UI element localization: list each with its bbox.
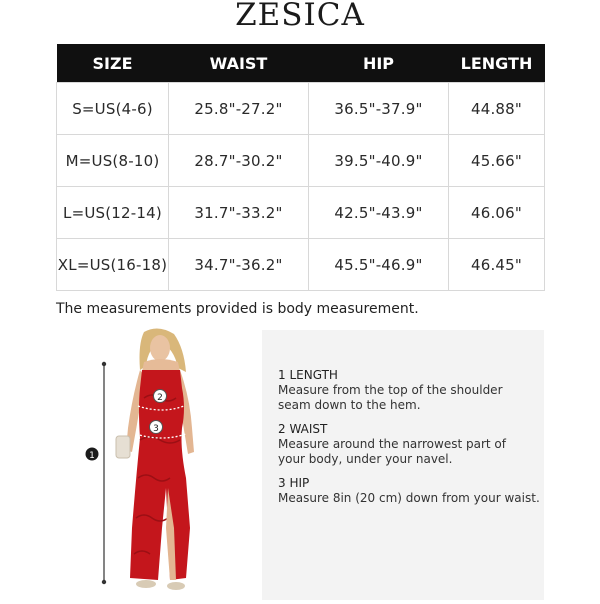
header-size: SIZE xyxy=(57,44,169,83)
cell-waist: 31.7"-33.2" xyxy=(169,187,309,239)
face-shape xyxy=(150,335,170,361)
cell-length: 46.06" xyxy=(449,187,545,239)
table-row xyxy=(57,239,545,291)
table-header-row xyxy=(57,44,545,83)
cell-size: S=US(4-6) xyxy=(57,83,169,135)
instruction-length xyxy=(278,368,503,413)
instruction-title: LENGTH xyxy=(289,368,338,382)
length-guide-top-dot xyxy=(102,362,106,366)
header-waist: WAIST xyxy=(169,44,309,83)
table-row xyxy=(57,83,545,135)
cell-size: L=US(12-14) xyxy=(57,187,169,239)
cell-length: 46.45" xyxy=(449,239,545,291)
instruction-desc-line: Measure from the top of the shoulder xyxy=(278,383,503,397)
instruction-title: HIP xyxy=(289,476,310,490)
instruction-number: 2 xyxy=(278,422,286,436)
cell-hip: 39.5"-40.9" xyxy=(309,135,449,187)
instruction-desc-line: seam down to the hem. xyxy=(278,398,421,412)
header-hip: HIP xyxy=(309,44,449,83)
brand-logo: ZESICA xyxy=(235,0,365,33)
cell-length: 44.88" xyxy=(449,83,545,135)
cell-waist: 34.7"-36.2" xyxy=(169,239,309,291)
cell-hip: 36.5"-37.9" xyxy=(309,83,449,135)
table-row xyxy=(57,135,545,187)
instruction-hip xyxy=(278,476,540,506)
cell-waist: 28.7"-30.2" xyxy=(169,135,309,187)
cell-hip: 45.5"-46.9" xyxy=(309,239,449,291)
marker-2-label: 2 xyxy=(157,393,163,403)
cell-waist: 25.8"-27.2" xyxy=(169,83,309,135)
size-chart-table xyxy=(56,44,545,291)
instruction-desc-line: your body, under your navel. xyxy=(278,452,453,466)
model-photo xyxy=(82,328,232,600)
table-row xyxy=(57,187,545,239)
clutch-shape xyxy=(116,436,130,458)
instruction-number: 3 xyxy=(278,476,286,490)
instruction-number: 1 xyxy=(278,368,286,382)
cell-length: 45.66" xyxy=(449,135,545,187)
left-shoe xyxy=(136,580,156,588)
length-guide-bottom-dot xyxy=(102,580,106,584)
measurement-instructions-panel xyxy=(262,330,544,600)
right-shoe xyxy=(167,582,185,590)
marker-1-label: 1 xyxy=(89,451,95,461)
instruction-desc-line: Measure 8in (20 cm) down from your waist. xyxy=(278,491,540,505)
instruction-title: WAIST xyxy=(289,422,328,436)
instruction-desc-line: Measure around the narrowest part of xyxy=(278,437,506,451)
measurement-note: The measurements provided is body measurement. xyxy=(56,301,419,317)
header-length: LENGTH xyxy=(449,44,545,83)
marker-3-label: 3 xyxy=(153,424,159,434)
cell-size: XL=US(16-18) xyxy=(57,239,169,291)
dress-model-illustration xyxy=(82,328,232,600)
cell-hip: 42.5"-43.9" xyxy=(309,187,449,239)
instruction-waist xyxy=(278,422,506,467)
cell-size: M=US(8-10) xyxy=(57,135,169,187)
